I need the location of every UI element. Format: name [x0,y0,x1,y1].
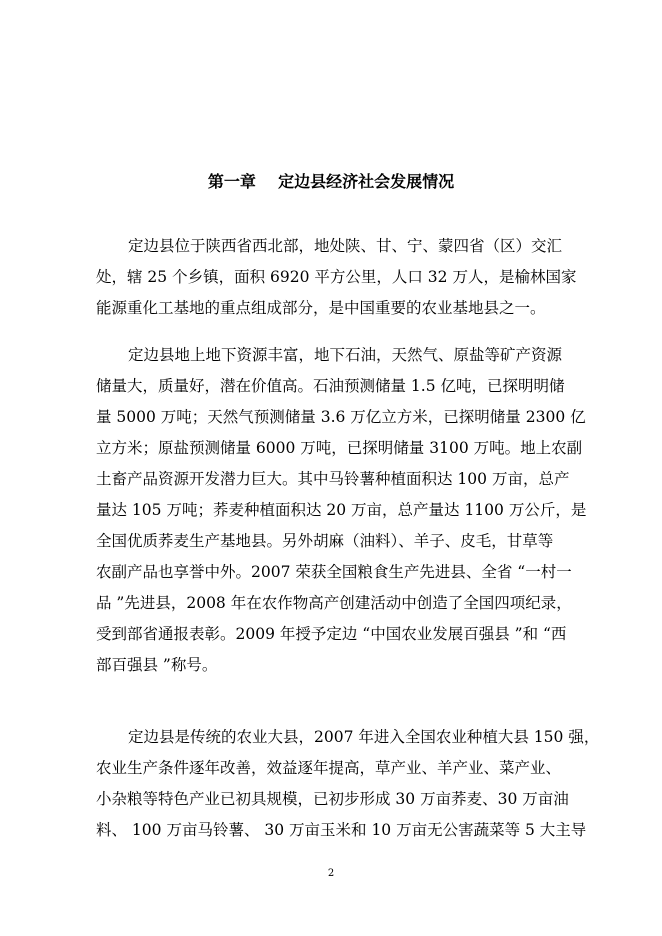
paragraph-line: 立方米；原盐预测储量 6000 万吨，已探明储量 3100 万吨。地上农副 [96,439,583,457]
paragraph-2 [96,340,587,681]
paragraph-line: 储量大，质量好，潜在价值高。石油预测储量 1.5 亿吨，已探明明储 [96,377,565,395]
paragraph-line: 定边县地上地下资源丰富，地下石油，天然气、原盐等矿产资源 [128,346,563,364]
chapter-title: 第一章 定边县经济社会发展情况 [207,172,455,191]
paragraph-line: 农副产品也享誉中外。2007 荣获全国粮食生产先进县、全省 “一村一 [96,563,572,581]
paragraph-line: 定边县是传统的农业大县，2007 年进入全国农业种植大县 150 强， [128,728,600,746]
paragraph-line: 受到部省通报表彰。2009 年授予定边 “中国农业发展百强县 ”和 “西 [96,625,567,643]
paragraph-line: 处，辖 25 个乡镇，面积 6920 平方公里，人口 32 万人，是榆林国家 [96,268,577,286]
page-number: 2 [327,868,335,879]
paragraph-line: 小杂粮等特色产业已初具规模，已初步形成 30 万亩荞麦、30 万亩油 [96,790,569,808]
paragraph-1 [96,231,576,324]
paragraph-line: 农业生产条件逐年改善，效益逐年提高，草产业、羊产业、菜产业、 [96,759,562,777]
paragraph-line: 量达 105 万吨；荞麦种植面积达 20 万亩，总产量达 1100 万公斤，是 [96,501,587,519]
paragraph-line: 全国优质荞麦生产基地县。另外胡麻（油料）、羊子、皮毛，甘草等 [96,532,554,550]
paragraph-line: 部百强县 ”称号。 [96,656,218,674]
paragraph-3 [96,722,600,846]
paragraph-line: 品 ”先进县，2008 年在农作物高产创建活动中创造了全国四项纪录， [96,594,572,612]
paragraph-line: 土畜产品资源开发潜力巨大。其中马铃薯种植面积达 100 万亩，总产 [96,470,570,488]
paragraph-line: 料、 100 万亩马铃薯、 30 万亩玉米和 10 万亩无公害蔬菜等 5 大主导 [96,821,587,839]
paragraph-line: 能源重化工基地的重点组成部分，是中国重要的农业基地县之一。 [96,299,546,317]
paragraph-line: 量 5000 万吨；天然气预测储量 3.6 万亿立方米，已探明储量 2300 亿 [96,408,586,426]
paragraph-line: 定边县位于陕西省西北部，地处陕、甘、宁、蒙四省（区）交汇 [128,237,563,255]
